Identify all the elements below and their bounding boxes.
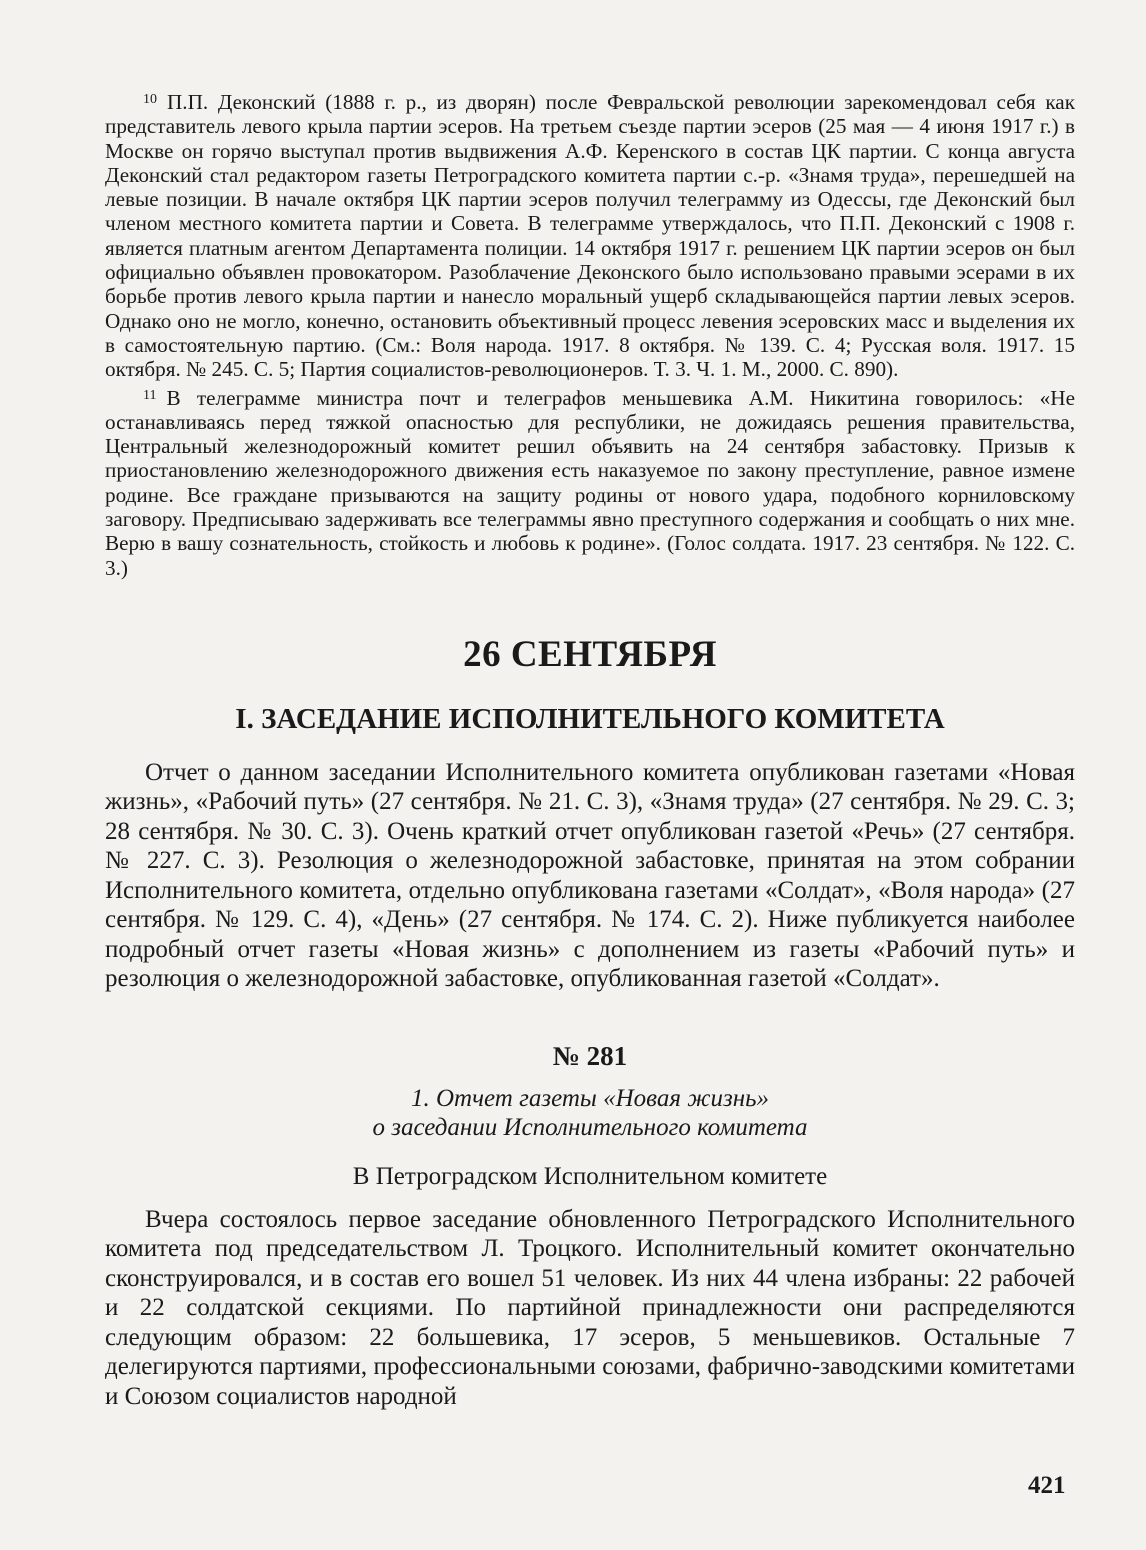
footnote-text: В телеграмме министра почт и телеграфов меньшевика А.М. Никитина говорилось: «Не останавливаясь перед тяжкой опасностью для республики, не дожидаясь решения правительства, Центральный железнодорожный комитет решил объявить на 24 сентября забастовку. Призыв к приостановлению железнодорожного движения есть наказуемое по закону преступление, равное измене родине. Все граждане призываются на защиту родины от нового удара, подобного корниловскому заговору. Предписываю задерживать все телеграммы явно преступного содержания и сообщать о них мне. Верю в вашу сознательность, стойкость и любовь к родине». (Голос солдата. 1917. 23 сентября. № 122. С. 3.)	[105, 385, 1075, 580]
footnote-text: П.П. Деконский (1888 г. р., из дворян) после Февральской революции зарекомендовал себя как представитель левого крыла партии эсеров. На третьем съезде партии эсеров (25 мая — 4 июня 1917 г.) в Москве он горячо выступал против выдвижения А.Ф. Керенского в состав ЦК партии. С конца августа Деконский стал редактором газеты Петроградского комитета партии с.-р. «Знамя труда», перешедшей на левые позиции. В начале октября ЦК партии эсеров получил телеграмму из Одессы, где Деконский был членом местного комитета партии и Совета. В телеграмме утверждалось, что П.П. Деконский с 1908 г. является платным агентом Департамента полиции. 14 октября 1917 г. решением ЦК партии эсеров он был официально объявлен провокатором. Разоблачение Деконского было использовано правыми эсерами в их борьбе против левого крыла партии и нанесло моральный ущерб складывающейся партии левых эсеров. Однако оно не могло, конечно, остановить объективный процесс левения эсеровских масс и выделения их в самостоятельную партию. (См.: Воля народа. 1917. 8 октября. № 139. С. 4; Русская воля. 1917. 15 октября. № 245. С. 5; Партия социалистов-революционеров. Т. 3. Ч. 1. М., 2000. С. 890).	[105, 90, 1075, 382]
footnote-number: 10	[143, 92, 157, 107]
footnote-10	[105, 88, 1075, 382]
page-content	[105, 88, 1075, 1411]
intro-paragraph: Отчет о данном заседании Исполнительного комитета опубликован газетами «Новая жизнь», «Рабочий путь» (27 сентября. № 21. С. 3), «Знамя труда» (27 сентября. № 29. С. 3; 28 сентября. № 30. С. 3). Очень краткий отчет опубликован газетой «Речь» (27 сентября. № 227. С. 3). Резолюция о железнодорожной забастовке, принятая на этом собрании Исполнительного комитета, отдельно опубликована газетами «Солдат», «Воля народа» (27 сентября. № 129. С. 4), «День» (27 сентября. № 174. С. 2). Ниже публикуется наиболее подробный отчет газеты «Новая жизнь» с дополнением из газеты «Рабочий путь» и резолюция о железнодорожной забастовке, опубликованная газетой «Солдат».	[105, 758, 1075, 993]
page-number: 421	[1028, 1472, 1066, 1499]
document-number: № 281	[552, 1040, 628, 1071]
document-title-line-2: о заседании Исполнительного комитета	[372, 1113, 808, 1141]
article-paragraph: Вчера состоялось первое заседание обновленного Петроградского Исполнительного комитета под председательством Л. Троцкого. Исполнительный комитет окончательно сконструировался, и в состав его вошел 51 человек. Из них 44 члена избраны: 22 рабочей и 22 солдатской секциями. По партийной принадлежности они распределяются следующим образом: 22 большевика, 17 эсеров, 5 меньшевиков. Остальные 7 делегируются партиями, профессиональными союзами, фабрично-заводскими комитетами и Союзом социалистов народной	[105, 1205, 1075, 1410]
document-title	[105, 1084, 1075, 1142]
section-heading: I. ЗАСЕДАНИЕ ИСПОЛНИТЕЛЬНОГО КОМИТЕТА	[235, 702, 945, 735]
footnote-number: 11	[143, 387, 157, 403]
date-heading: 26 СЕНТЯБРЯ	[463, 633, 717, 675]
document-title-line-1: 1. Отчет газеты «Новая жизнь»	[410, 1084, 769, 1112]
article-heading: В Петроградском Исполнительном комитете	[352, 1162, 828, 1190]
footnote-11	[105, 384, 1075, 580]
